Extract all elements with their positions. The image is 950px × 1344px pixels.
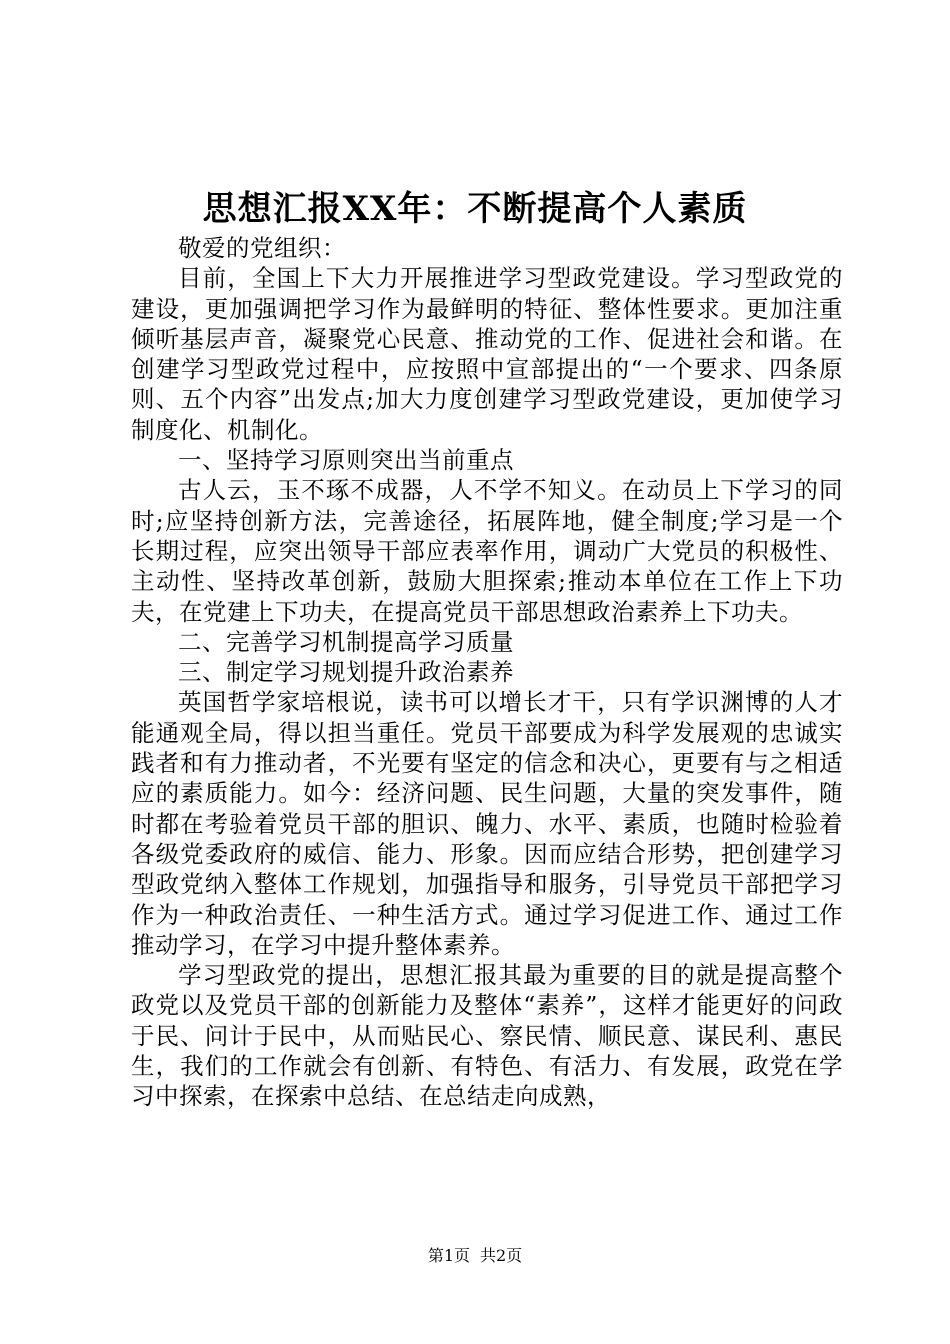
document-body <box>131 233 843 1112</box>
paragraph: 学习型政党的提出，思想汇报其最为重要的目的就是提高整个政党以及党员干部的创新能力及整体“素养”，这样才能更好的问政于民、问计于民中，从而贴民心、察民情、顺民意、谋民利、惠民生，我们的工作就会有创新、有特色、有活力、有发展，政党在学习中探索，在探索中总结、在总结走向成熟， <box>131 961 843 1111</box>
page-number: 第1页 <box>427 1246 470 1265</box>
salutation: 敬爱的党组织： <box>178 234 346 262</box>
document-title: 思想汇报XX年：不断提高个人素质 <box>202 189 748 229</box>
section-heading: 二、完善学习机制提高学习质量 <box>178 627 514 656</box>
page-total: 共2页 <box>480 1246 523 1265</box>
paragraph: 目前，全国上下大力开展推进学习型政党建设。学习型政党的建设，更加强调把学习作为最鲜明的特征、整体性要求。更加注重倾听基层声音，凝聚党心民意、推动党的工作、促进社会和谐。在创建学习型政党过程中，应按照中宣部提出的“一个要求、四条原则、五个内容”出发点;加大力度创建学习型政党建设，更加使学习制度化、机制化。 <box>131 264 843 444</box>
paragraph: 英国哲学家培根说，读书可以增长才干，只有学识渊博的人才能通观全局，得以担当重任。党员干部要成为科学发展观的忠诚实践者和有力推动者，不光要有坚定的信念和决心，更要有与之相适应的素质能力。如今：经济问题、民生问题，大量的突发事件，随时都在考验着党员干部的胆识、魄力、水平、素质，也随时检验着各级党委政府的威信、能力、形象。因而应结合形势，把创建学习型政党纳入整体工作规划，加强指导和服务，引导党员干部把学习作为一种政治责任、一种生活方式。通过学习促进工作、通过工作推动学习，在学习中提升整体素养。 <box>131 688 843 959</box>
paragraph: 古人云，玉不琢不成器，人不学不知义。在动员上下学习的同时;应坚持创新方法，完善途径，拓展阵地，健全制度;学习是一个长期过程，应突出领导干部应表率作用，调动广大党员的积极性、主动性、坚持改革创新，鼓励大胆探索;推动本单位在工作上下功夫，在党建上下功夫，在提高党员干部思想政治素养上下功夫。 <box>131 476 843 626</box>
page-footer <box>0 1245 950 1267</box>
section-heading: 一、坚持学习原则突出当前重点 <box>178 446 514 475</box>
section-heading: 三、制定学习规划提升政治素养 <box>178 658 514 687</box>
